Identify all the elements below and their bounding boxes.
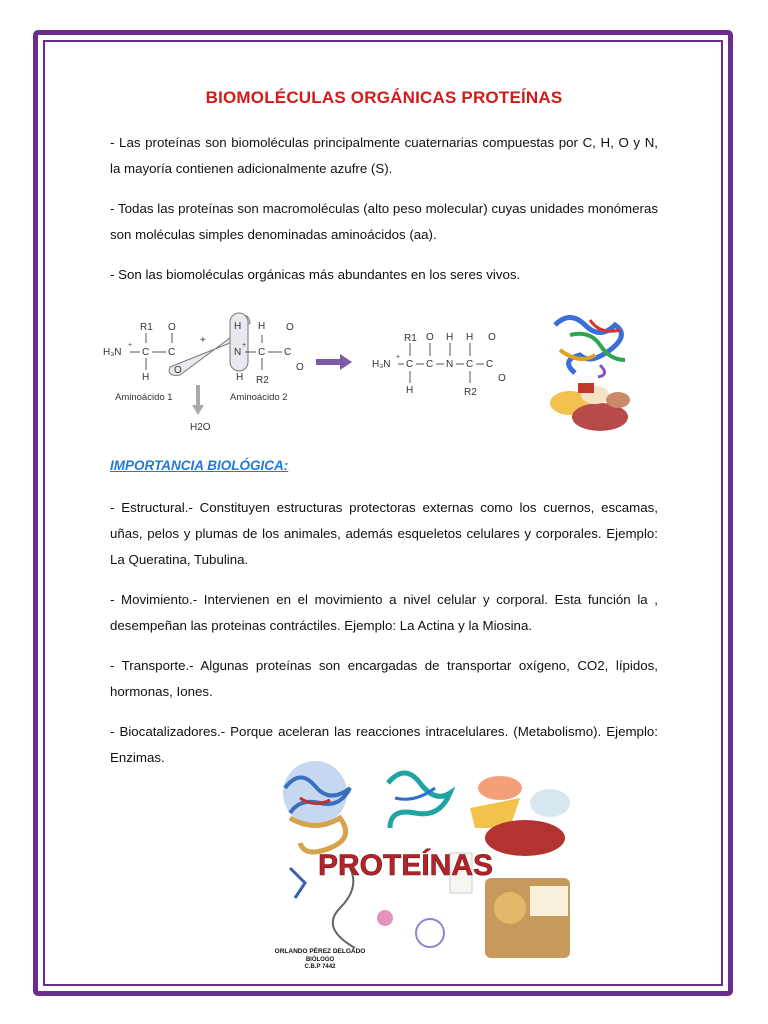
svg-text:C: C — [486, 359, 494, 370]
svg-text:C: C — [466, 359, 474, 370]
svg-text:C: C — [168, 347, 176, 358]
svg-text:H: H — [466, 332, 474, 343]
svg-text:O: O — [426, 332, 434, 343]
svg-text:C: C — [284, 347, 292, 358]
svg-text:+: + — [200, 335, 206, 346]
importance-movement: - Movimiento.- Intervienen en el movimiento a nivel celular y corporal. Esta función la , desempeñan las proteinas contráctiles. Ejemplo: La Actina y la Miosina. — [110, 592, 658, 633]
svg-text:H: H — [406, 385, 414, 396]
importance-transport: - Transporte.- Algunas proteínas son encargadas de transportar oxígeno, CO2, lípidos, hormonas, Iones. — [110, 658, 658, 699]
svg-text:O: O — [296, 362, 304, 373]
svg-text:O: O — [488, 332, 496, 343]
r1-label-2: R1 — [404, 333, 417, 344]
page-title: BIOMOLÉCULAS ORGÁNICAS PROTEÍNAS — [205, 88, 563, 107]
peptide-bond-diagram — [100, 305, 520, 440]
proteins-collage-image — [270, 758, 575, 968]
water-label: H2O — [190, 422, 211, 433]
svg-text:N: N — [234, 347, 242, 358]
svg-text:H₃N: H₃N — [103, 347, 122, 358]
author-name: ORLANDO PÉREZ DELGADO — [274, 948, 366, 955]
svg-text:O: O — [174, 365, 182, 376]
intro-paragraph-2: - Todas las proteínas son macromoléculas (alto peso molecular) cuyas unidades monómeras son moléculas simples denominadas aminoácidos (aa). — [110, 201, 658, 242]
svg-text:+: + — [128, 342, 133, 349]
svg-text:C: C — [426, 359, 434, 370]
svg-text:H: H — [258, 321, 266, 332]
importance-structural: - Estructural.- Constituyen estructuras protectoras externas como los cuernos, escamas, uñas, pelos y plumas de los animales, además esqueletos celulares y corporales. Ejemplo: La Queratina, Tubulina. — [110, 500, 658, 567]
protein-food-illustration — [540, 305, 640, 440]
section-title-importance: IMPORTANCIA BIOLÓGICA: — [110, 458, 289, 473]
svg-text:+: + — [396, 354, 401, 361]
amino-acid-2-label: Aminoácido 2 — [230, 392, 288, 403]
svg-text:+: + — [242, 342, 247, 349]
svg-text:O: O — [286, 322, 294, 333]
svg-text:O: O — [168, 322, 176, 333]
author-role: BIÓLOGO — [305, 957, 335, 963]
svg-text:H: H — [236, 372, 244, 383]
svg-text:H₃N: H₃N — [372, 359, 391, 370]
r2-label-2: R2 — [464, 387, 477, 398]
svg-text:N: N — [446, 359, 454, 370]
svg-text:C: C — [142, 347, 150, 358]
r1-label-1: R1 — [140, 322, 153, 333]
svg-text:H: H — [234, 321, 242, 332]
proteins-collage-label: PROTEÍNAS — [318, 849, 494, 882]
importance-biocatalysts: - Biocatalizadores.- Porque aceleran las reacciones intracelulares. (Metabolismo). Ejemplo: Enzimas. — [110, 724, 658, 765]
svg-text:H: H — [446, 332, 454, 343]
svg-text:H: H — [142, 372, 150, 383]
intro-paragraph-3: - Son las biomoléculas orgánicas más abundantes en los seres vivos. — [110, 267, 521, 282]
author-code: C.B.P 7442 — [304, 964, 336, 968]
svg-text:C: C — [258, 347, 266, 358]
svg-text:C: C — [406, 359, 414, 370]
amino-acid-1-label: Aminoácido 1 — [115, 392, 173, 403]
r2-label-1: R2 — [256, 375, 269, 386]
intro-paragraph-1: - Las proteínas son biomoléculas principalmente cuaternarias compuestas por C, H, O y N, la mayoría contienen adicionalmente azufre (S). — [110, 135, 658, 176]
svg-text:O: O — [498, 373, 506, 384]
